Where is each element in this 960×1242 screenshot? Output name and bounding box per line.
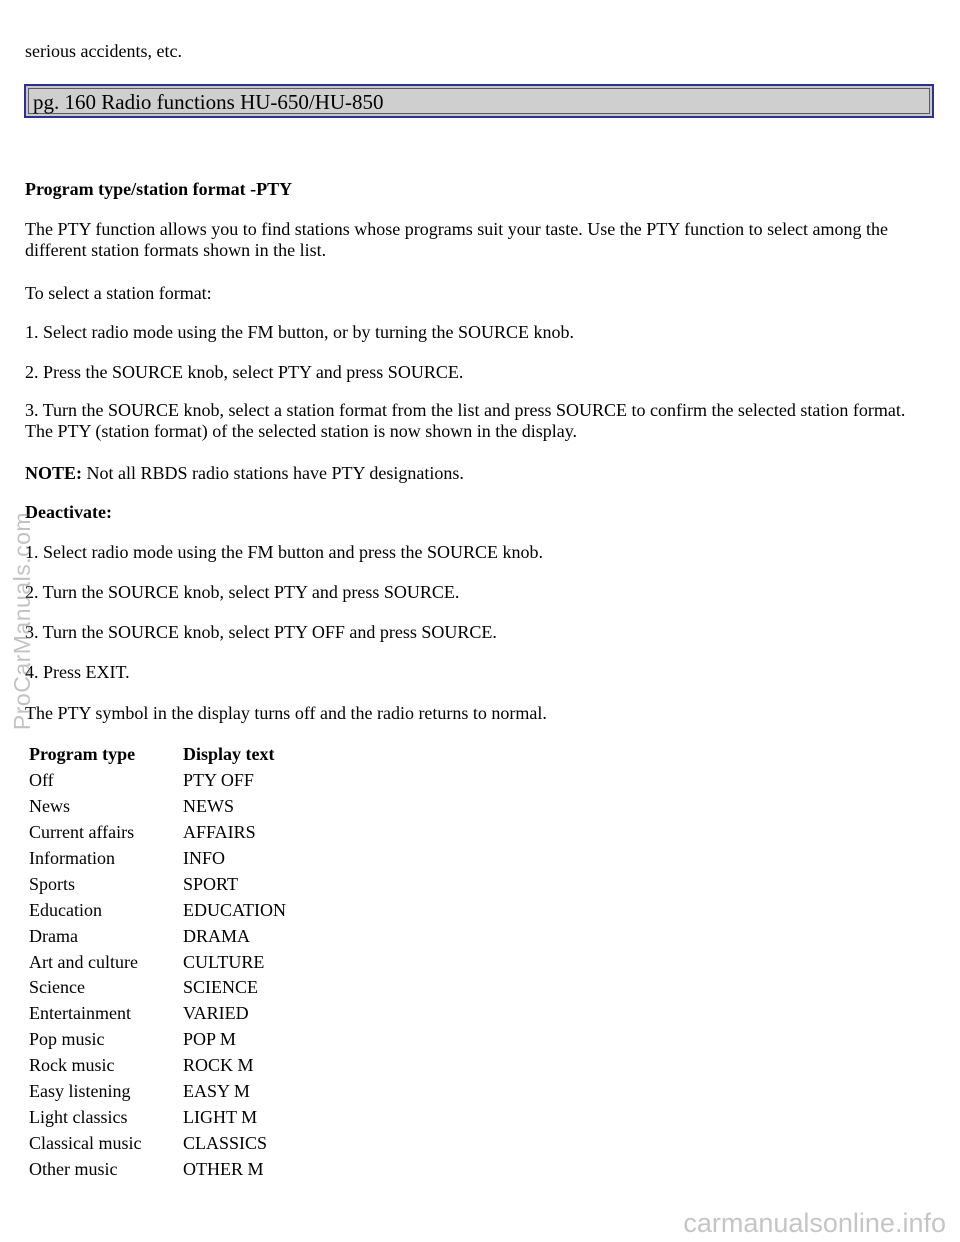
table-row	[27, 1104, 298, 1130]
header-program-type: Program type	[29, 744, 136, 765]
table-row	[27, 1079, 298, 1105]
select-step-3: 3. Turn the SOURCE knob, select a station format from the list and press SOURCE to confirm the selected station format. The PTY (station format) of the selected station is now shown in the display.	[25, 400, 906, 441]
deactivate-heading: Deactivate:	[25, 502, 112, 522]
program-type-cell: Current affairs	[29, 822, 135, 843]
program-type-cell: Easy listening	[29, 1081, 131, 1102]
display-text-cell: CULTURE	[183, 951, 265, 972]
select-heading: To select a station format:	[25, 283, 212, 303]
deactivate-step-3: 3. Turn the SOURCE knob, select PTY OFF and press SOURCE.	[25, 622, 497, 642]
program-type-cell: Pop music	[29, 1029, 105, 1050]
deactivate-step-4: 4. Press EXIT.	[25, 662, 130, 682]
closing-text: The PTY symbol in the display turns off and the radio returns to normal.	[25, 703, 547, 723]
program-type-cell: Classical music	[29, 1132, 142, 1153]
table-row	[27, 897, 298, 923]
table-header-row	[27, 742, 298, 768]
display-text-cell: SPORT	[183, 873, 238, 894]
page-header-title: pg. 160 Radio functions HU-650/HU-850	[28, 88, 930, 114]
program-type-cell: Sports	[29, 873, 76, 894]
program-type-cell: Art and culture	[29, 951, 138, 972]
program-type-cell: Education	[29, 899, 102, 920]
table-row	[27, 1001, 298, 1027]
program-type-cell: Light classics	[29, 1106, 128, 1127]
table-row	[27, 871, 298, 897]
deactivate-step-1: 1. Select radio mode using the FM button and press the SOURCE knob.	[25, 542, 543, 562]
display-text-cell: POP M	[183, 1029, 236, 1050]
program-type-cell: Other music	[29, 1158, 118, 1179]
note-label: NOTE:	[25, 463, 83, 483]
display-text-cell: SCIENCE	[183, 977, 259, 998]
display-text-cell: OTHER M	[183, 1158, 264, 1179]
intro-fragment: serious accidents, etc.	[25, 41, 182, 61]
table-row	[27, 820, 298, 846]
display-text-cell: LIGHT M	[183, 1106, 258, 1127]
program-type-cell: Off	[29, 770, 54, 791]
table-row	[27, 1027, 298, 1053]
select-step-2: 2. Press the SOURCE knob, select PTY and press SOURCE.	[25, 362, 464, 382]
deactivate-step-2: 2. Turn the SOURCE knob, select PTY and press SOURCE.	[25, 582, 460, 602]
display-text-cell: VARIED	[183, 1003, 249, 1024]
program-type-cell: Science	[29, 977, 85, 998]
table-row	[27, 768, 298, 794]
display-text-cell: NEWS	[183, 796, 234, 817]
table-row	[27, 846, 298, 872]
side-watermark: ProCarManuals.com	[9, 511, 35, 731]
select-step-1: 1. Select radio mode using the FM button, or by turning the SOURCE knob.	[25, 322, 574, 342]
display-text-cell: EDUCATION	[183, 899, 286, 920]
table-row	[27, 923, 298, 949]
section-title: Program type/station format -PTY	[25, 179, 293, 199]
note-text: Not all RBDS radio stations have PTY designations.	[82, 463, 464, 483]
display-text-cell: EASY M	[183, 1081, 250, 1102]
note	[25, 462, 464, 484]
bottom-watermark: carmanualsonline.info	[683, 1208, 946, 1238]
table-row	[27, 1130, 298, 1156]
program-type-cell: News	[29, 796, 70, 817]
table-row	[27, 975, 298, 1001]
program-type-cell: Drama	[29, 925, 78, 946]
header-display-text: Display text	[183, 744, 275, 765]
table-row	[27, 794, 298, 820]
program-type-cell: Rock music	[29, 1055, 115, 1076]
display-text-cell: AFFAIRS	[183, 822, 256, 843]
display-text-cell: CLASSICS	[183, 1132, 268, 1153]
page-header-bar	[24, 84, 934, 118]
section-description: The PTY function allows you to find stations whose programs suit your taste. Use the PTY function to select among the different station formats shown in the list.	[25, 219, 889, 260]
table-row	[27, 1156, 298, 1182]
table-row	[27, 949, 298, 975]
pty-table	[27, 742, 298, 1182]
display-text-cell: DRAMA	[183, 925, 251, 946]
display-text-cell: ROCK M	[183, 1055, 254, 1076]
display-text-cell: PTY OFF	[183, 770, 254, 791]
program-type-cell: Entertainment	[29, 1003, 131, 1024]
program-type-cell: Information	[29, 848, 115, 868]
table-row	[27, 1053, 298, 1079]
display-text-cell: INFO	[183, 848, 226, 868]
